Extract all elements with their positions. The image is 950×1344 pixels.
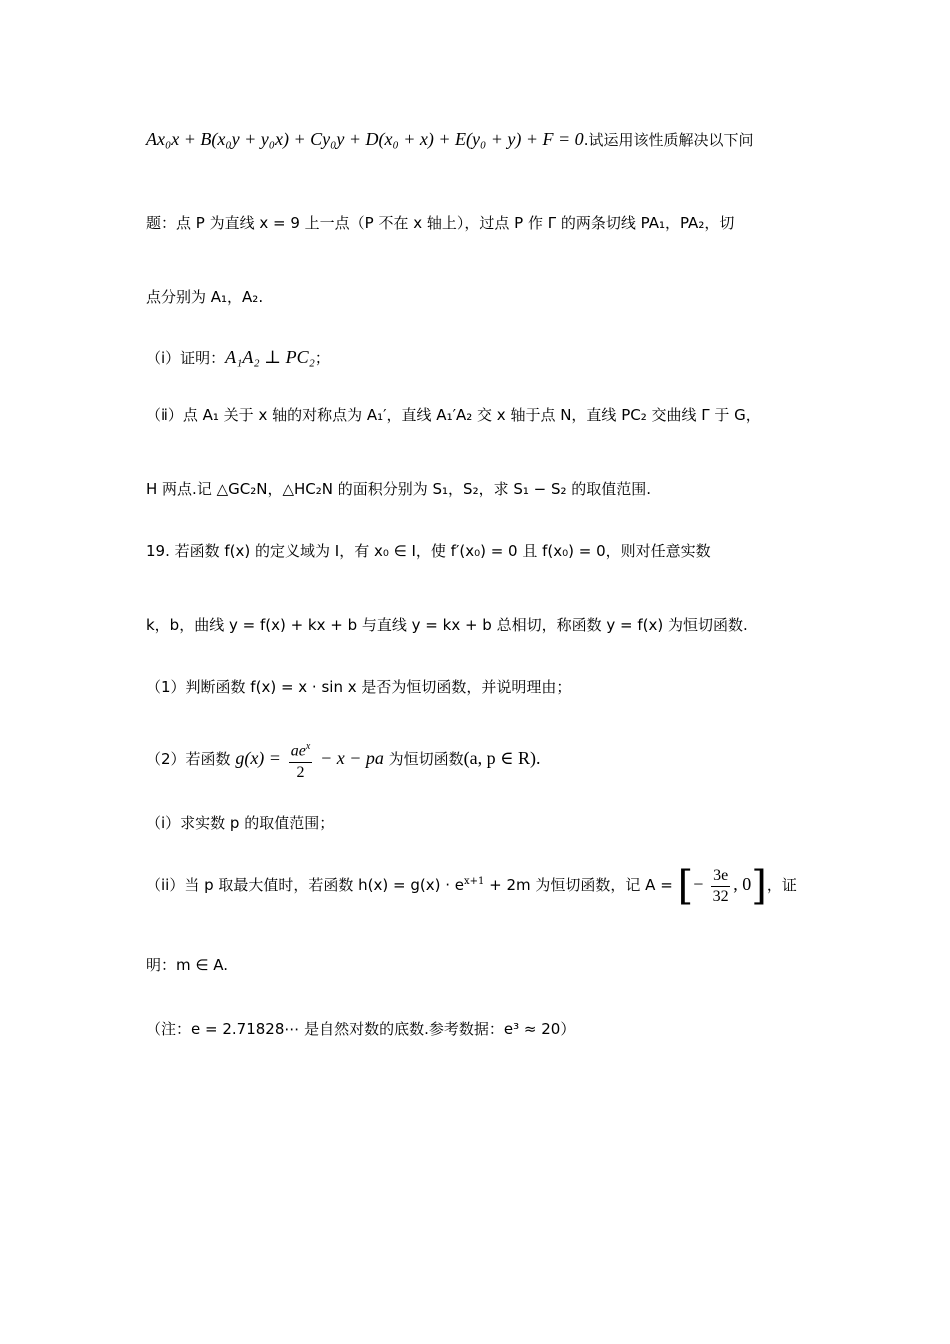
text-run: （ii）当 p 取最大值时，若函数 h(x) = g(x) · e xyxy=(146,876,464,894)
problem-19-part-2 xyxy=(146,736,806,783)
fraction-numerator: $ae^x$ xyxy=(289,737,313,762)
interval-end: , 0 xyxy=(733,874,752,894)
text-run: + 2m 为恒切函数，记 A = xyxy=(484,876,673,894)
text-run: 为恒切函数 xyxy=(388,750,464,768)
text-run: （1）判断函数 f(x) = x · sin x 是否为恒切函数，并说明理由； xyxy=(146,678,572,696)
text-run: H 两点.记 △GC₂N，△HC₂N 的面积分别为 S₁，S₂，求 S₁ − S₂ 的取值范围. xyxy=(146,480,652,498)
problem-19-part-2-ii xyxy=(146,858,806,910)
note-line xyxy=(146,1018,806,1040)
text-run: （i）求实数 p 的取值范围； xyxy=(146,814,335,832)
fraction-numerator: 3e xyxy=(711,866,730,887)
text-run: 题：点 P 为直线 x = 9 上一点（P 不在 x 轴上），过点 P 作 Γ 的两条切线 PA₁，PA₂，切 xyxy=(146,214,735,232)
equation-conic-chord: Ax₀x + B(x₀y + y₀x) + Cy₀y + D(x₀ + x) + E(y₀ + y) + F = 0 xyxy=(146,129,584,149)
text-run: （注：e = 2.71828⋯ 是自然对数的底数.参考数据：e³ ≈ 20） xyxy=(146,1020,576,1038)
condition: (a, p ∈ R). xyxy=(463,748,541,768)
fraction xyxy=(711,866,730,907)
fraction-denominator: 2 xyxy=(296,763,305,781)
right-bracket: ] xyxy=(751,863,767,909)
fraction xyxy=(289,737,313,782)
minus-sign: − xyxy=(693,874,704,894)
problem-19-part-2-i xyxy=(146,812,806,834)
fraction-denominator: 32 xyxy=(712,887,729,905)
equation: A₁A₂ ⊥ PC₂ xyxy=(225,347,315,367)
left-bracket: [ xyxy=(677,863,694,909)
paragraph-line-1 xyxy=(146,128,806,151)
equation-rest: − x − pa xyxy=(320,748,384,768)
paragraph-line-2 xyxy=(146,212,806,234)
text-run: ； xyxy=(314,349,330,367)
paragraph-line-6 xyxy=(146,478,806,500)
text-run: .试运用该性质解决以下问 xyxy=(583,131,754,149)
exponent: x xyxy=(305,741,311,753)
function-g: g(x) = xyxy=(235,748,281,768)
text-run: 明：m ∈ A. xyxy=(146,956,228,974)
question-i xyxy=(146,346,806,369)
text-run: （ⅱ）点 A₁ 关于 x 轴的对称点为 A₁′，直线 A₁′A₂ 交 x 轴于点 N，直线 PC₂ 交曲线 Γ 于 G， xyxy=(146,406,761,424)
text-run: ，证 xyxy=(766,876,797,894)
text-run: k，b，曲线 y = f(x) + kx + b 与直线 y = kx + b 总相切，称函数 y = f(x) 为恒切函数. xyxy=(146,616,748,634)
exponent: x+1 xyxy=(464,876,485,887)
question-ii xyxy=(146,404,806,426)
problem-19-line-2 xyxy=(146,614,806,636)
proof-line xyxy=(146,954,806,976)
text-run: 点分别为 A₁，A₂. xyxy=(146,288,264,306)
problem-19-part-1 xyxy=(146,676,806,698)
text-run: （2）若函数 xyxy=(146,750,231,768)
label: （ⅰ）证明： xyxy=(146,349,226,367)
paragraph-line-3 xyxy=(146,286,806,308)
text-run: 19. 若函数 f(x) 的定义域为 I，有 x₀ ∈ I，使 f′(x₀) = 0 且 f(x₀) = 0，则对任意实数 xyxy=(146,542,711,560)
problem-19-line-1 xyxy=(146,540,806,562)
